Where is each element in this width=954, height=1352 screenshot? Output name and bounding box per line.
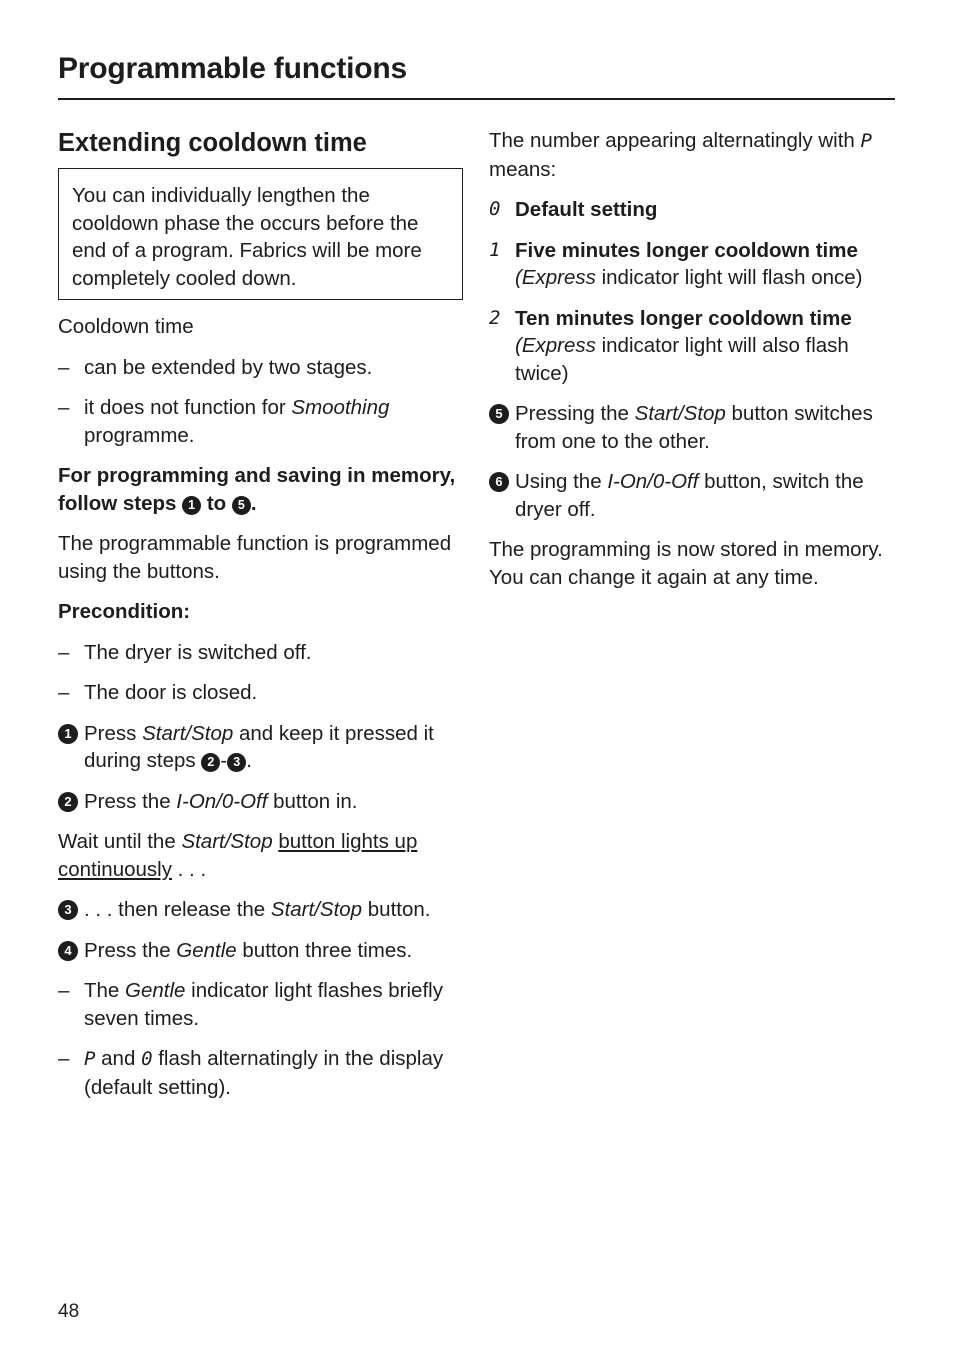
follow-steps-instruction: For programming and saving in memory, follow steps 1 to 5 . (58, 464, 456, 515)
step-number-icon: 5 (232, 496, 251, 515)
step-4: 4 Press the Gentle button three times. (58, 937, 468, 965)
list-item: – The Gentle indicator light flashes briefly seven times. (58, 979, 443, 1030)
right-column (489, 127, 904, 604)
step-5: 5 Pressing the Start/Stop button switches from one to the other. (489, 400, 904, 455)
step-2: 2 Press the I-On/0-Off button in. (58, 788, 468, 816)
list-item: – The dryer is switched off. (58, 639, 468, 667)
step-3: 3 . . . then release the Start/Stop button. (58, 896, 468, 924)
dash-bullet: – (58, 979, 70, 1002)
meaning-intro: The number appearing alternatingly with P means: (489, 129, 872, 181)
page-title: Programmable functions (58, 52, 407, 85)
display-symbol: 0 (489, 198, 501, 220)
list-item: – P and 0 flash alternatingly in the display (default setting). (58, 1047, 444, 1099)
display-symbol: P (860, 130, 872, 152)
option-0: 0 Default setting (489, 196, 904, 224)
step-number-icon: 2 (58, 792, 78, 812)
title-divider (58, 98, 895, 100)
option-2: 2 Ten minutes longer cooldown time (Express indicator light will also flash twice) (489, 306, 852, 385)
dash-bullet: – (58, 1047, 70, 1070)
section-heading: Extending cooldown time (58, 129, 367, 157)
option-1: 1 Five minutes longer cooldown time (Express indicator light will flash once) (489, 238, 863, 289)
display-symbol: 1 (489, 238, 501, 261)
list-item: – it does not function for Smoothing programme. (58, 396, 390, 447)
step-6: 6 Using the I-On/0-Off button, switch the dryer off. (489, 468, 904, 523)
step-number-icon: 1 (58, 724, 78, 744)
step-1: 1 Press Start/Stop and keep it pressed it during steps 2 - 3 . (58, 720, 468, 775)
step-number-icon: 3 (227, 753, 246, 772)
dash-bullet: – (58, 355, 70, 379)
display-symbol: 2 (489, 306, 501, 329)
left-column (58, 120, 468, 1114)
precondition-heading: Precondition: (58, 600, 191, 623)
step-number-icon: 2 (201, 753, 220, 772)
wait-text: Wait until the Start/Stop button lights up continuously . . . (58, 830, 418, 881)
page-number: 48 (58, 1301, 80, 1322)
step-number-icon: 6 (489, 472, 509, 492)
note-box: You can individually lengthen the cooldown phase the occurs before the end of a program. Fabrics will be more completely cooled down. (58, 168, 463, 300)
intro-text: Cooldown time (58, 315, 194, 338)
display-symbol: P (84, 1048, 96, 1070)
stored-text: The programming is now stored in memory. You can change it again at any time. (489, 538, 883, 589)
dash-bullet: – (58, 396, 70, 419)
dash-bullet: – (58, 681, 70, 704)
display-symbol: 0 (141, 1048, 153, 1070)
step-number-icon: 4 (58, 941, 78, 961)
step-number-icon: 3 (58, 900, 78, 920)
list-item: – The door is closed. (58, 679, 468, 707)
programmed-text: The programmable function is programmed using the buttons. (58, 532, 452, 583)
dash-bullet: – (58, 640, 70, 664)
step-number-icon: 1 (182, 496, 201, 515)
list-item: – can be extended by two stages. (58, 354, 468, 382)
step-number-icon: 5 (489, 404, 509, 424)
